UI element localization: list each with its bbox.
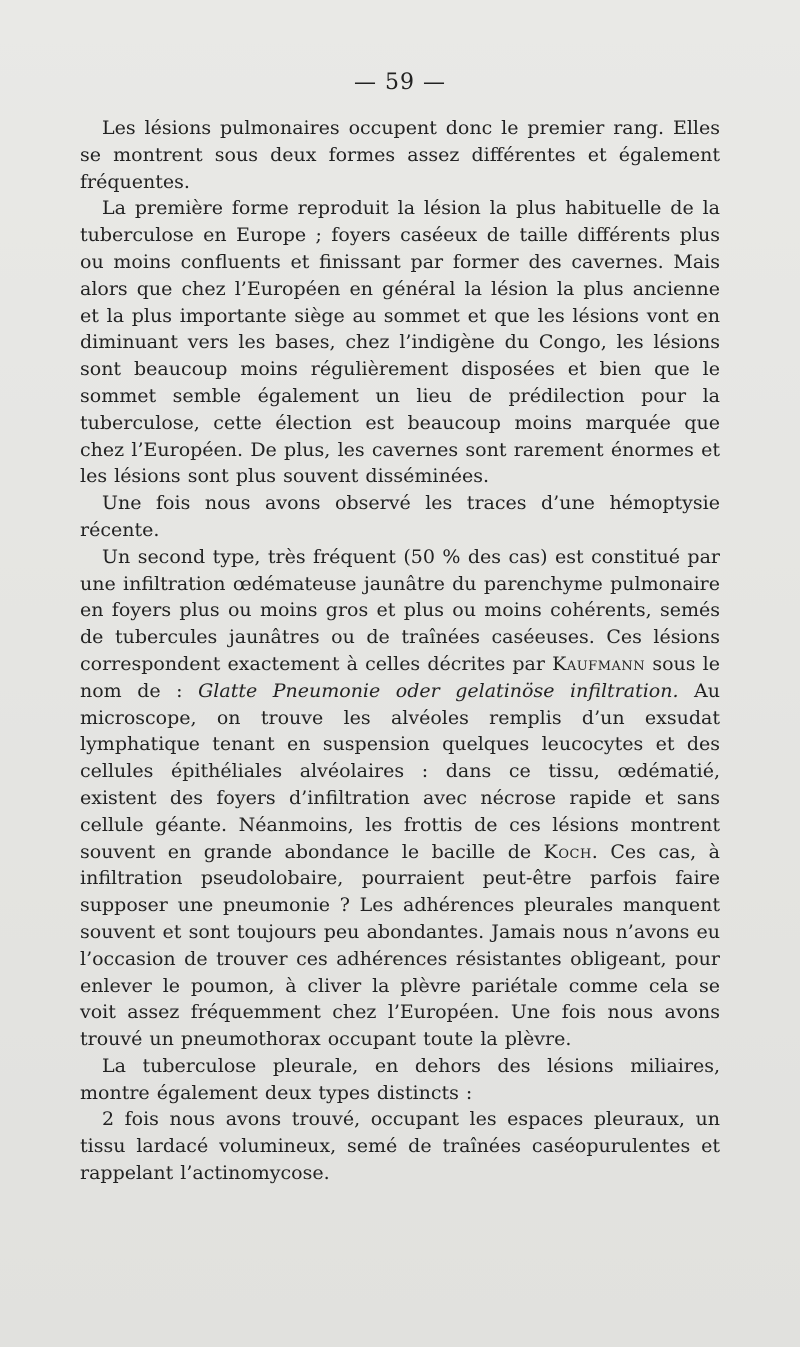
page-number: — 59 — [354, 70, 446, 95]
text-run: sous le nom de : [80, 652, 721, 702]
paragraph: La première forme reproduit la lésion la plus habituelle de la tuberculose en Europe ; foyers caséeux de taille différents plus ou moins confluents et finissant par former des cavernes. Mais alors que chez l’Européen en général la lésion la plus ancienne et la plus importante siège au sommet et que les lésions vont en diminuant vers les bases, chez l’indigène du Congo, les lésions sont beaucoup moins régulièrement disposées et bien que le sommet semble également un lieu de prédilection pour la tuberculose, cette élection est beaucoup moins marquée que chez l’Européen. De plus, les cavernes sont rarement énormes et les lésions sont plus souvent disséminées. [80, 197, 720, 488]
page-body [80, 115, 720, 1187]
text-run: . Ces cas, à infiltration pseudolobaire, pourraient peut-être parfois faire supposer une pneumonie ? Les adhérences pleurales manquent souvent et sont toujours peu abondantes. Jamais nous n’avons eu l’occasion de trouver ces adhérences résistantes obligeant, pour enlever le poumon, à cliver la plèvre pariétale comme cela se voit assez fréquemment chez l’Européen. Une fois nous avons trouvé un pneumothorax occupant toute la plèvre. [80, 840, 720, 1051]
text-run: Au microscope, on trouve les alvéoles remplis d’un exsudat lymphatique tenant en suspension quelques leucocytes et des cellules épithéliales alvéolaires : dans ce tissu, œdématié, existent des foyers d’infiltration avec nécrose rapide et sans cellule géante. Néanmoins, les frottis de ces lésions montrent souvent en grande abondance le bacille de [80, 679, 721, 863]
paragraph: Les lésions pulmonaires occupent donc le premier rang. Elles se montrent sous deux formes assez différentes et également fréquentes. [80, 117, 720, 193]
author-name: Koch [543, 840, 592, 863]
text-run: Un second type, très fréquent (50 % des cas) est constitué par une infiltration œdémateuse jaunâtre du parenchyme pulmonaire en foyers plus ou moins gros et plus ou moins cohérents, semés de tubercules jaunâtres ou de traînées caséeuses. Ces lésions correspondent exactement à celles décrites par [80, 545, 720, 675]
paragraph [80, 544, 720, 1053]
italic-title: Glatte Pneumonie oder gelatinöse infiltration. [198, 679, 679, 702]
paragraph: 2 fois nous avons trouvé, occupant les espaces pleuraux, un tissu lardacé volumineux, semé de traînées caséopurulentes et rappelant l’actinomycose. [80, 1108, 720, 1185]
author-name: Kaufmann [552, 652, 646, 675]
paragraph: Une fois nous avons observé les traces d’une hémoptysie récente. [80, 492, 720, 541]
paragraph: La tuberculose pleurale, en dehors des lésions miliaires, montre également deux types distincts : [80, 1054, 720, 1104]
